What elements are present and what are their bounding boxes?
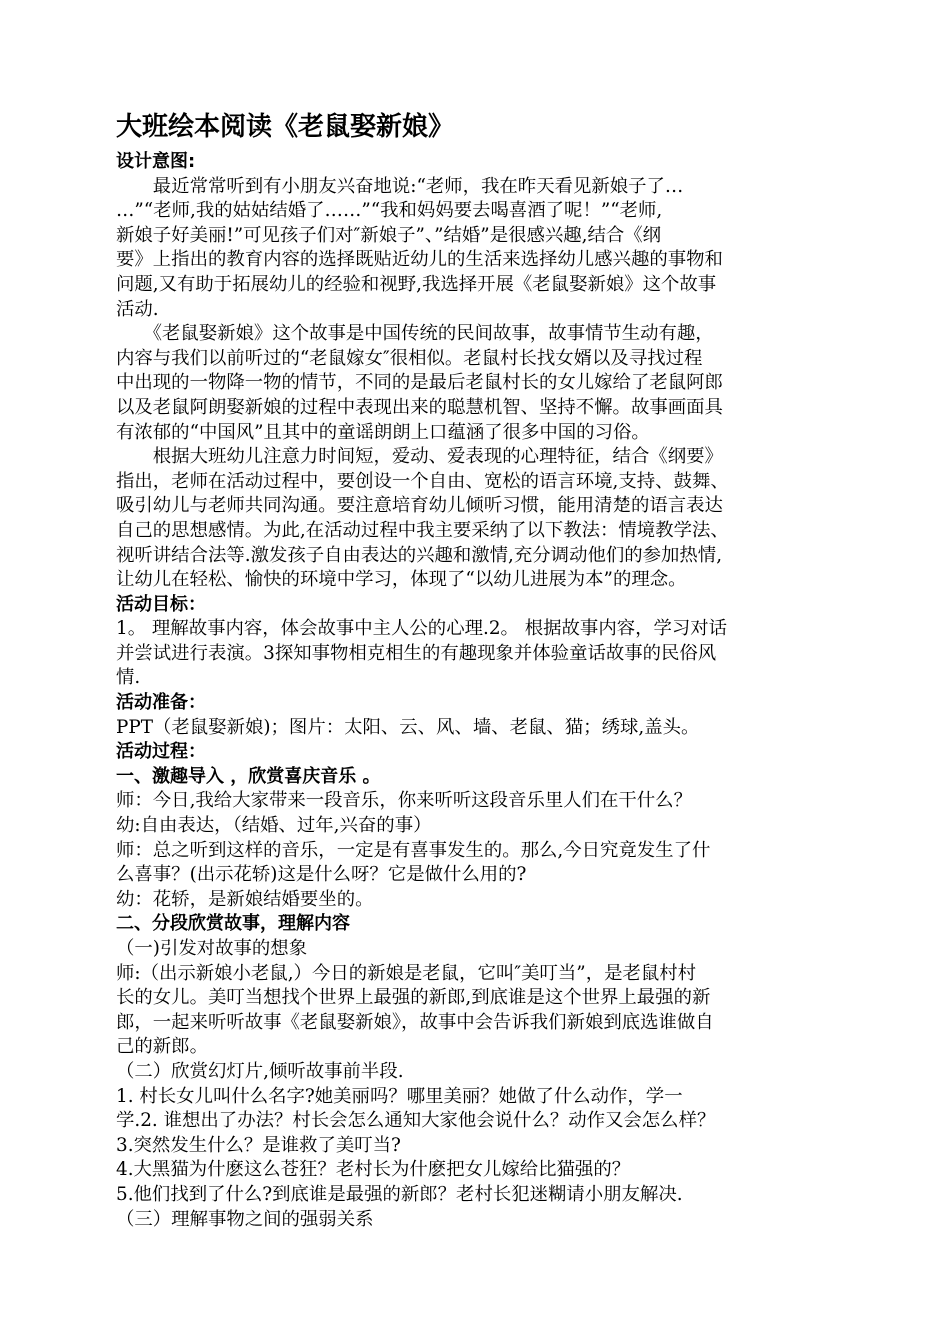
section-heading: 活动目标： <box>116 593 206 615</box>
body-line: 并尝试进行表演。3探知事物相克相生的有趣现象并体验童话故事的民俗风 <box>116 642 717 664</box>
body-line: 让幼儿在轻松、愉快的环境中学习，体现了“以幼儿进展为本”的理念。 <box>116 569 687 591</box>
section-heading: 活动过程： <box>116 741 206 763</box>
section-heading: 一、激趣导入 ，欣赏喜庆音乐 。 <box>116 765 381 787</box>
body-line: 新娘子好美丽!”可见孩子们对″新娘子”、”结婚”是很感兴趣,结合《纲 <box>116 224 662 246</box>
body-line: 情. <box>116 667 141 689</box>
body-line: 《老鼠娶新娘》这个故事是中国传统的民间故事，故事情节生动有趣， <box>116 323 714 345</box>
body-line: 活动. <box>116 298 159 320</box>
body-line: 学.2. 谁想出了办法？村长会怎么通知大家他会说什么？动作又会怎么样？ <box>116 1110 716 1132</box>
document-body <box>116 150 876 1232</box>
body-line: 己的新郎。 <box>116 1036 208 1058</box>
body-line: 有浓郁的“中国风”且其中的童谣朗朗上口蕴涵了很多中国的习俗。 <box>116 421 650 443</box>
body-line: 问题,又有助于拓展幼儿的经验和视野,我选择开展《老鼠娶新娘》这个故事 <box>116 273 717 295</box>
body-line: （一)引发对故事的想象 <box>116 938 308 959</box>
body-line: 师：今日,我给大家带来一段音乐，你来听听这段音乐里人们在干什么？ <box>116 790 692 812</box>
body-line: 以及老鼠阿朗娶新娘的过程中表现出来的聪慧机智、坚持不懈。故事画面具 <box>116 396 723 418</box>
body-line: 1. 村长女儿叫什么名字?她美丽吗？哪里美丽？她做了什么动作，学一 <box>116 1085 683 1107</box>
body-line: 指出，老师在活动过程中，要创设一个自由、宽松的语言环境,支持、鼓舞、 <box>116 470 729 492</box>
body-line: 么喜事？(出示花轿)这是什么呀？它是做什么用的? <box>116 864 527 886</box>
body-line: 幼：花轿，是新娘结婚要坐的。 <box>116 888 374 910</box>
body-line: 1。 理解故事内容，体会故事中主人公的心理.2。 根据故事内容，学习对话 <box>116 618 728 640</box>
body-line: 郎，一起来听听故事《老鼠娶新娘》，故事中会告诉我们新娘到底选谁做自 <box>116 1011 714 1033</box>
body-line: 师:（出示新娘小老鼠,）今日的新娘是老鼠，它叫″美叮当”，是老鼠村村 <box>116 962 697 984</box>
body-line: 内容与我们以前听过的“老鼠嫁女″很相似。老鼠村长找女婿以及寻找过程 <box>116 347 703 369</box>
body-line: 视听讲结合法等.激发孩子自由表达的兴趣和激情,充分调动他们的参加热情, <box>116 544 723 566</box>
body-line: （二）欣赏幻灯片,倾听故事前半段. <box>116 1060 404 1082</box>
body-line: 根据大班幼儿注意力时间短，爱动、爱表现的心理特征，结合《纲要》 <box>116 446 723 468</box>
body-line: （三）理解事物之间的强弱关系 <box>116 1208 374 1230</box>
section-heading: 二、分段欣赏故事，理解内容 <box>116 913 350 935</box>
document-page <box>116 110 876 1232</box>
body-line: 自己的思想感情。为此,在活动过程中我主要采纳了以下教法：情境教学法、 <box>116 519 729 541</box>
body-line: 中出现的一物降一物的情节，不同的是最后老鼠村长的女儿嫁给了老鼠阿郎 <box>116 372 723 394</box>
body-line: …”“老师,我的姑姑结婚了……”“我和妈妈要去喝喜酒了呢！”“老师, <box>116 200 663 222</box>
body-line: 长的女儿。美叮当想找个世界上最强的新郎,到底谁是这个世界上最强的新 <box>116 987 711 1009</box>
body-line: 5.他们找到了什么?到底谁是最强的新郎？老村长犯迷糊请小朋友解决. <box>116 1183 683 1205</box>
body-line: 最近常常听到有小朋友兴奋地说:“老师，我在昨天看见新娘子了… <box>116 175 684 197</box>
body-line: 师：总之听到这样的音乐，一定是有喜事发生的。那么,今日究竟发生了什 <box>116 839 711 861</box>
body-line: PPT（老鼠娶新娘)；图片：太阳、云、风、墙、老鼠、猫；绣球,盖头。 <box>116 716 700 738</box>
section-heading: 活动准备： <box>116 692 206 714</box>
body-line: 4.大黑猫为什麽这么苍狂？老村长为什麽把女儿嫁给比猫强的？ <box>116 1159 631 1181</box>
body-line: 吸引幼儿与老师共同沟通。要注意培育幼儿倾听习惯，能用清楚的语言表达 <box>116 495 723 517</box>
section-heading: 设计意图: <box>116 151 196 172</box>
document-title: 大班绘本阅读《老鼠娶新娘》 <box>116 112 455 142</box>
body-line: 3.突然发生什么？是谁救了美叮当? <box>116 1134 401 1156</box>
body-line: 要》上指出的教育内容的选择既贴近幼儿的生活来选择幼儿感兴趣的事物和 <box>116 249 723 271</box>
body-line: 幼:自由表达，（结婚、过年,兴奋的事） <box>116 815 432 837</box>
